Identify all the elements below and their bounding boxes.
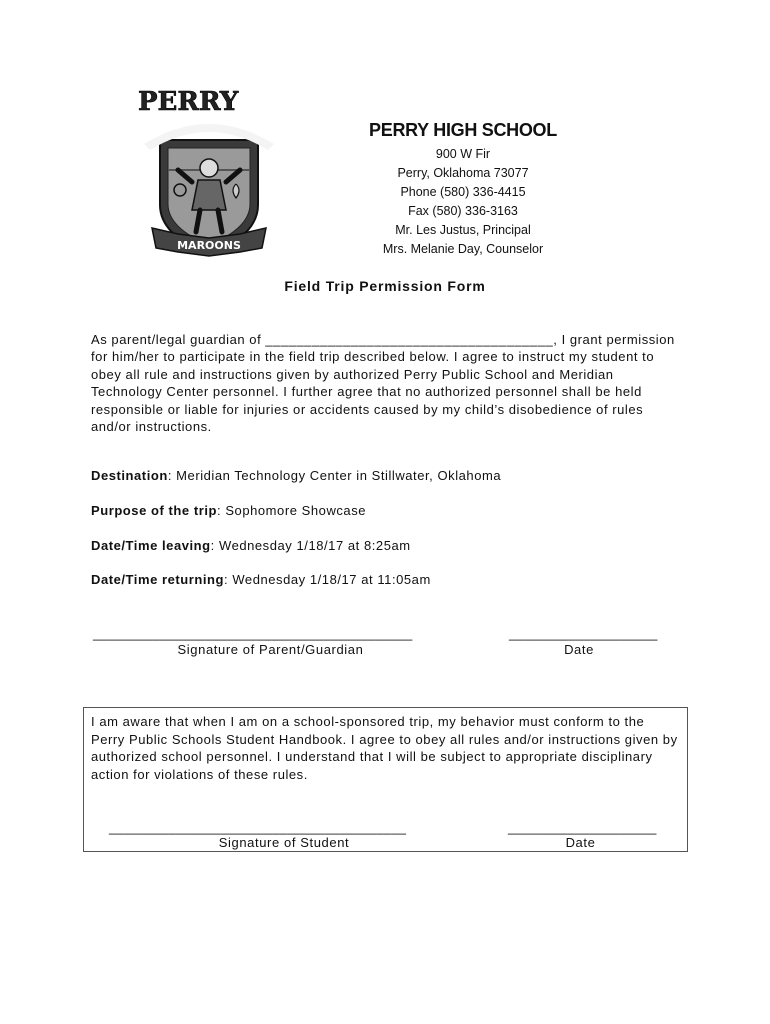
counselor-name: Mrs. Melanie Day, Counselor	[382, 242, 544, 256]
fax-number: Fax (580) 336-3163	[408, 204, 518, 218]
purpose-row	[91, 503, 366, 518]
student-statement	[91, 713, 681, 783]
student-statement-text: I am aware that when I am on a school-sponsored trip, my behavior must conform to the Perry Public Schools Student Handbook. I agree to obey all rules and/or instructions given by authorized school personnel. I understand that I will be subject to appropriate disciplinary action for violations of these rules.	[91, 714, 678, 782]
student-date-line[interactable]: ____________________	[508, 820, 657, 835]
destination-value: : Meridian Technology Center in Stillwater, Oklahoma	[167, 468, 502, 483]
principal-name: Mr. Les Justus, Principal	[395, 223, 531, 237]
address-city: Perry, Oklahoma 73077	[397, 166, 529, 180]
destination-row	[91, 468, 501, 483]
school-logo	[138, 87, 280, 258]
student-signature-label: Signature of Student	[218, 835, 350, 850]
phone-number: Phone (580) 336-4415	[400, 185, 526, 199]
parent-signature-line[interactable]: ___________________________________________	[93, 626, 413, 641]
leaving-value: : Wednesday 1/18/17 at 8:25am	[210, 538, 411, 553]
parent-date-line[interactable]: ____________________	[509, 626, 658, 641]
logo-banner-text: MAROONS	[177, 239, 241, 252]
form-title: Field Trip Permission Form	[284, 278, 486, 294]
student-date-label: Date	[565, 835, 596, 850]
consent-text: As parent/legal guardian of _____________________________________, I grant permission for him/her to participate in the field trip described below. I agree to instruct my student to obey all rule and instructions given by authorized Perry Public School and Meridian Technology Center personnel. I further agree that no authorized personnel shall be held responsible or liable for injuries or accidents caused by my child’s disobedience of rules and/or instructions.	[91, 332, 675, 435]
logo-top-text: PERRY	[138, 87, 239, 117]
returning-value: : Wednesday 1/18/17 at 11:05am	[224, 572, 431, 587]
school-address-block	[338, 145, 588, 259]
school-name: PERRY HIGH SCHOOL	[369, 120, 557, 140]
purpose-label: Purpose of the trip	[91, 503, 218, 518]
student-agreement-box	[83, 707, 688, 852]
parent-date-label: Date	[564, 642, 594, 657]
leaving-row	[91, 538, 411, 553]
returning-label: Date/Time returning	[91, 572, 225, 587]
student-signature-line[interactable]: ________________________________________	[109, 820, 407, 835]
parent-signature-label: Signature of Parent/Guardian	[177, 642, 364, 657]
returning-row	[91, 572, 431, 587]
leaving-label: Date/Time leaving	[91, 538, 211, 553]
address-street: 900 W Fir	[435, 147, 491, 161]
purpose-value: : Sophomore Showcase	[217, 503, 367, 518]
perry-maroons-crest-icon	[138, 87, 280, 258]
destination-label: Destination	[91, 468, 168, 483]
consent-paragraph	[91, 331, 676, 435]
